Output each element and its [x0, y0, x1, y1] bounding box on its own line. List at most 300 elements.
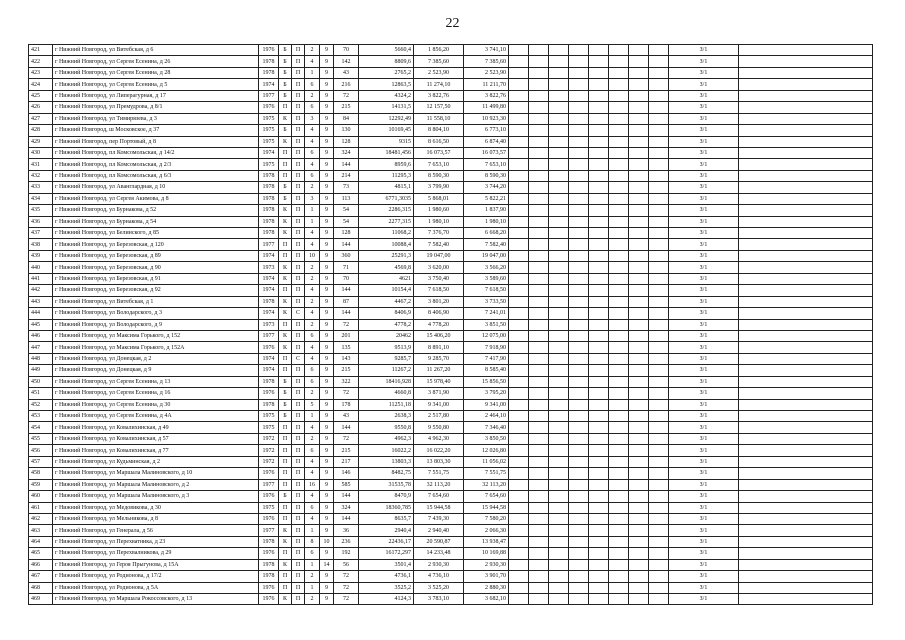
- private-area-cell: 32 113,20: [464, 479, 509, 490]
- empty-cell: [529, 468, 549, 479]
- empty-cell: [509, 102, 529, 113]
- empty-cell: [549, 365, 569, 376]
- empty-cell: [609, 193, 629, 204]
- floors-cell: 9: [320, 45, 334, 56]
- empty-cell: [629, 548, 649, 559]
- empty-cell: [569, 376, 589, 387]
- apartments-cell: 144: [334, 285, 359, 296]
- empty-cell: [509, 399, 529, 410]
- private-area-cell: 11 056,02: [464, 456, 509, 467]
- private-area-cell: 12 026,80: [464, 445, 509, 456]
- empty-cell: [569, 90, 589, 101]
- residential-area-cell: 9 285,70: [414, 353, 464, 364]
- table-row: [29, 342, 873, 353]
- empty-cell: [569, 67, 589, 78]
- empty-cell: [649, 125, 669, 136]
- entrances-cell: 1: [305, 559, 320, 570]
- empty-cell: [649, 273, 669, 284]
- empty-cell: [609, 548, 629, 559]
- private-area-cell: 7 618,50: [464, 285, 509, 296]
- empty-cell: [549, 193, 569, 204]
- row-number: 469: [29, 594, 53, 605]
- empty-cell: [739, 468, 873, 479]
- empty-cell: [529, 56, 549, 67]
- row-number: 423: [29, 67, 53, 78]
- empty-cell: [589, 285, 609, 296]
- wall-material-cell: К: [279, 296, 292, 307]
- empty-cell: [589, 136, 609, 147]
- status-cell: З/1: [669, 479, 739, 490]
- empty-cell: [509, 170, 529, 181]
- empty-cell: [649, 205, 669, 216]
- entrances-cell: 1: [305, 411, 320, 422]
- total-area-cell: 12292,49: [359, 113, 414, 124]
- empty-cell: [549, 205, 569, 216]
- empty-cell: [629, 170, 649, 181]
- empty-cell: [629, 330, 649, 341]
- empty-cell: [549, 456, 569, 467]
- type-cell: П: [292, 559, 305, 570]
- wall-material-cell: К: [279, 559, 292, 570]
- table-row: [29, 468, 873, 479]
- empty-cell: [609, 216, 629, 227]
- apartments-cell: 72: [334, 571, 359, 582]
- empty-cell: [739, 525, 873, 536]
- empty-cell: [549, 216, 569, 227]
- year-cell: 1977: [259, 479, 279, 490]
- empty-cell: [649, 90, 669, 101]
- empty-cell: [609, 113, 629, 124]
- row-number: 432: [29, 170, 53, 181]
- table-row: [29, 296, 873, 307]
- table-row: [29, 90, 873, 101]
- empty-cell: [569, 422, 589, 433]
- empty-cell: [649, 582, 669, 593]
- address-cell: г Нижний Новгород, ул Кудьминская, д 2: [53, 456, 259, 467]
- empty-cell: [609, 330, 629, 341]
- status-cell: З/1: [669, 296, 739, 307]
- year-cell: 1978: [259, 376, 279, 387]
- wall-material-cell: К: [279, 262, 292, 273]
- empty-cell: [509, 433, 529, 444]
- row-number: 435: [29, 205, 53, 216]
- private-area-cell: 10 169,88: [464, 548, 509, 559]
- apartments-cell: 324: [334, 502, 359, 513]
- wall-material-cell: К: [279, 228, 292, 239]
- table-row: [29, 571, 873, 582]
- empty-cell: [649, 285, 669, 296]
- empty-cell: [629, 342, 649, 353]
- total-area-cell: 11251,18: [359, 399, 414, 410]
- empty-cell: [649, 319, 669, 330]
- entrances-cell: 4: [305, 308, 320, 319]
- row-number: 439: [29, 250, 53, 261]
- row-number: 421: [29, 45, 53, 56]
- table-row: [29, 67, 873, 78]
- empty-cell: [589, 445, 609, 456]
- row-number: 451: [29, 388, 53, 399]
- empty-cell: [569, 147, 589, 158]
- empty-cell: [629, 433, 649, 444]
- wall-material-cell: К: [279, 536, 292, 547]
- empty-cell: [589, 147, 609, 158]
- empty-cell: [649, 491, 669, 502]
- empty-cell: [549, 330, 569, 341]
- empty-cell: [509, 136, 529, 147]
- empty-cell: [629, 353, 649, 364]
- year-cell: 1978: [259, 559, 279, 570]
- table-row: [29, 250, 873, 261]
- type-cell: П: [292, 296, 305, 307]
- type-cell: П: [292, 45, 305, 56]
- residential-area-cell: 15 978,40: [414, 376, 464, 387]
- wall-material-cell: К: [279, 342, 292, 353]
- row-number: 455: [29, 433, 53, 444]
- empty-cell: [529, 239, 549, 250]
- address-cell: г Нижний Новгород, ул Тимирязева, д 3: [53, 113, 259, 124]
- total-area-cell: 8959,6: [359, 159, 414, 170]
- residential-area-cell: 3 783,10: [414, 594, 464, 605]
- table-row: [29, 445, 873, 456]
- row-number: 467: [29, 571, 53, 582]
- empty-cell: [629, 113, 649, 124]
- empty-cell: [649, 228, 669, 239]
- residential-area-cell: 7 551,75: [414, 468, 464, 479]
- private-area-cell: 10 923,30: [464, 113, 509, 124]
- empty-cell: [569, 296, 589, 307]
- empty-cell: [549, 388, 569, 399]
- address-cell: г Нижний Новгород, ул Максима Горького, д 152: [53, 330, 259, 341]
- floors-cell: 9: [320, 102, 334, 113]
- year-cell: 1974: [259, 147, 279, 158]
- private-area-cell: 3 850,50: [464, 433, 509, 444]
- year-cell: 1975: [259, 422, 279, 433]
- empty-cell: [609, 422, 629, 433]
- residential-area-cell: 3 801,20: [414, 296, 464, 307]
- floors-cell: 9: [320, 228, 334, 239]
- empty-cell: [629, 216, 649, 227]
- entrances-cell: 4: [305, 159, 320, 170]
- empty-cell: [649, 193, 669, 204]
- total-area-cell: 16172,297: [359, 548, 414, 559]
- residential-area-cell: 1 980,60: [414, 205, 464, 216]
- wall-material-cell: Б: [279, 193, 292, 204]
- status-cell: З/1: [669, 422, 739, 433]
- wall-material-cell: П: [279, 239, 292, 250]
- empty-cell: [629, 90, 649, 101]
- wall-material-cell: П: [279, 102, 292, 113]
- status-cell: З/1: [669, 262, 739, 273]
- row-number: 464: [29, 536, 53, 547]
- type-cell: П: [292, 525, 305, 536]
- status-cell: З/1: [669, 536, 739, 547]
- type-cell: П: [292, 250, 305, 261]
- empty-cell: [609, 353, 629, 364]
- residential-area-cell: 11 274,10: [414, 79, 464, 90]
- empty-cell: [589, 491, 609, 502]
- type-cell: П: [292, 468, 305, 479]
- empty-cell: [549, 56, 569, 67]
- empty-cell: [529, 182, 549, 193]
- empty-cell: [649, 525, 669, 536]
- empty-cell: [569, 170, 589, 181]
- empty-cell: [649, 170, 669, 181]
- address-cell: г Нижний Новгород, ул Сергея Есенина, д 28: [53, 67, 259, 78]
- empty-cell: [549, 250, 569, 261]
- row-number: 458: [29, 468, 53, 479]
- total-area-cell: 4778,2: [359, 319, 414, 330]
- address-cell: г Нижний Новгород, ул Березовская, д 92: [53, 285, 259, 296]
- private-area-cell: 7 918,90: [464, 342, 509, 353]
- empty-cell: [739, 159, 873, 170]
- empty-cell: [739, 193, 873, 204]
- year-cell: 1976: [259, 388, 279, 399]
- empty-cell: [549, 376, 569, 387]
- empty-cell: [549, 45, 569, 56]
- status-cell: З/1: [669, 228, 739, 239]
- empty-cell: [739, 548, 873, 559]
- empty-cell: [649, 250, 669, 261]
- year-cell: 1975: [259, 125, 279, 136]
- empty-cell: [509, 376, 529, 387]
- floors-cell: 9: [320, 571, 334, 582]
- private-area-cell: 13 938,47: [464, 536, 509, 547]
- empty-cell: [629, 285, 649, 296]
- address-cell: г Нижний Новгород, ул Володарского, д 3: [53, 308, 259, 319]
- table-row: [29, 365, 873, 376]
- empty-cell: [589, 170, 609, 181]
- empty-cell: [739, 125, 873, 136]
- apartments-cell: 360: [334, 250, 359, 261]
- empty-cell: [739, 79, 873, 90]
- empty-cell: [739, 273, 873, 284]
- floors-cell: 9: [320, 147, 334, 158]
- empty-cell: [509, 308, 529, 319]
- address-cell: г Нижний Новгород, ул Перехвалникова, д 29: [53, 548, 259, 559]
- table-row: [29, 136, 873, 147]
- private-area-cell: 2 066,30: [464, 525, 509, 536]
- entrances-cell: 4: [305, 422, 320, 433]
- apartments-cell: 87: [334, 296, 359, 307]
- total-area-cell: 2277,315: [359, 216, 414, 227]
- empty-cell: [739, 136, 873, 147]
- empty-cell: [649, 56, 669, 67]
- residential-area-cell: 7 376,70: [414, 228, 464, 239]
- empty-cell: [509, 582, 529, 593]
- total-area-cell: 13803,3: [359, 456, 414, 467]
- wall-material-cell: П: [279, 445, 292, 456]
- empty-cell: [549, 239, 569, 250]
- wall-material-cell: Б: [279, 411, 292, 422]
- floors-cell: 10: [320, 536, 334, 547]
- empty-cell: [739, 56, 873, 67]
- empty-cell: [609, 308, 629, 319]
- year-cell: 1978: [259, 193, 279, 204]
- floors-cell: 9: [320, 170, 334, 181]
- empty-cell: [649, 296, 669, 307]
- empty-cell: [649, 433, 669, 444]
- empty-cell: [739, 285, 873, 296]
- empty-cell: [589, 102, 609, 113]
- empty-cell: [589, 468, 609, 479]
- empty-cell: [589, 559, 609, 570]
- wall-material-cell: Б: [279, 90, 292, 101]
- table-row: [29, 399, 873, 410]
- empty-cell: [529, 285, 549, 296]
- table-row: [29, 456, 873, 467]
- private-area-cell: 7 346,40: [464, 422, 509, 433]
- private-area-cell: 6 668,20: [464, 228, 509, 239]
- private-area-cell: 7 654,60: [464, 491, 509, 502]
- total-area-cell: 16022,2: [359, 445, 414, 456]
- private-area-cell: 7 580,20: [464, 513, 509, 524]
- entrances-cell: 6: [305, 147, 320, 158]
- empty-cell: [609, 102, 629, 113]
- year-cell: 1974: [259, 353, 279, 364]
- empty-cell: [509, 536, 529, 547]
- apartments-cell: 322: [334, 376, 359, 387]
- floors-cell: 9: [320, 445, 334, 456]
- total-area-cell: 14131,5: [359, 102, 414, 113]
- empty-cell: [609, 376, 629, 387]
- apartments-cell: 128: [334, 136, 359, 147]
- status-cell: З/1: [669, 525, 739, 536]
- type-cell: П: [292, 456, 305, 467]
- status-cell: З/1: [669, 319, 739, 330]
- empty-cell: [739, 216, 873, 227]
- status-cell: З/1: [669, 205, 739, 216]
- apartments-cell: 144: [334, 422, 359, 433]
- apartments-cell: 72: [334, 582, 359, 593]
- empty-cell: [569, 571, 589, 582]
- residential-area-cell: 4 736,10: [414, 571, 464, 582]
- private-area-cell: 3 741,10: [464, 45, 509, 56]
- empty-cell: [509, 502, 529, 513]
- floors-cell: 9: [320, 193, 334, 204]
- entrances-cell: 5: [305, 399, 320, 410]
- type-cell: П: [292, 536, 305, 547]
- empty-cell: [529, 79, 549, 90]
- year-cell: 1975: [259, 411, 279, 422]
- address-cell: г Нижний Новгород, пл Комсомольская, д 2/3: [53, 159, 259, 170]
- status-cell: З/1: [669, 456, 739, 467]
- type-cell: П: [292, 239, 305, 250]
- empty-cell: [569, 308, 589, 319]
- row-number: 434: [29, 193, 53, 204]
- row-number: 443: [29, 296, 53, 307]
- table-row: [29, 216, 873, 227]
- empty-cell: [609, 445, 629, 456]
- empty-cell: [649, 399, 669, 410]
- table-row: [29, 273, 873, 284]
- empty-cell: [739, 102, 873, 113]
- empty-cell: [529, 479, 549, 490]
- wall-material-cell: Б: [279, 79, 292, 90]
- empty-cell: [529, 388, 549, 399]
- entrances-cell: 6: [305, 445, 320, 456]
- empty-cell: [629, 445, 649, 456]
- type-cell: П: [292, 273, 305, 284]
- empty-cell: [629, 365, 649, 376]
- table-row: [29, 582, 873, 593]
- wall-material-cell: К: [279, 273, 292, 284]
- apartments-cell: 72: [334, 433, 359, 444]
- empty-cell: [549, 445, 569, 456]
- empty-cell: [609, 136, 629, 147]
- residential-area-cell: 4 962,30: [414, 433, 464, 444]
- empty-cell: [529, 273, 549, 284]
- empty-cell: [649, 559, 669, 570]
- empty-cell: [739, 170, 873, 181]
- status-cell: З/1: [669, 513, 739, 524]
- year-cell: 1978: [259, 170, 279, 181]
- empty-cell: [609, 159, 629, 170]
- empty-cell: [739, 456, 873, 467]
- type-cell: П: [292, 147, 305, 158]
- empty-cell: [549, 468, 569, 479]
- status-cell: З/1: [669, 353, 739, 364]
- private-area-cell: 2 523,90: [464, 67, 509, 78]
- status-cell: З/1: [669, 502, 739, 513]
- type-cell: П: [292, 125, 305, 136]
- address-cell: г Нижний Новгород, ул Ковалихинская, д 57: [53, 433, 259, 444]
- apartments-cell: 144: [334, 491, 359, 502]
- empty-cell: [529, 353, 549, 364]
- residential-area-cell: 2 940,40: [414, 525, 464, 536]
- apartments-cell: 144: [334, 308, 359, 319]
- empty-cell: [549, 273, 569, 284]
- residential-area-cell: 8 616,50: [414, 136, 464, 147]
- empty-cell: [649, 113, 669, 124]
- empty-cell: [589, 159, 609, 170]
- type-cell: П: [292, 193, 305, 204]
- total-area-cell: 8635,7: [359, 513, 414, 524]
- address-cell: г Нижний Новгород, ул Родионова, д 5А: [53, 582, 259, 593]
- residential-area-cell: 3 525,20: [414, 582, 464, 593]
- entrances-cell: 2: [305, 182, 320, 193]
- apartments-cell: 54: [334, 205, 359, 216]
- empty-cell: [589, 193, 609, 204]
- empty-cell: [529, 147, 549, 158]
- row-number: 440: [29, 262, 53, 273]
- entrances-cell: 1: [305, 216, 320, 227]
- wall-material-cell: Б: [279, 388, 292, 399]
- table-row: [29, 513, 873, 524]
- entrances-cell: 6: [305, 330, 320, 341]
- row-number: 442: [29, 285, 53, 296]
- empty-cell: [509, 594, 529, 605]
- empty-cell: [549, 285, 569, 296]
- status-cell: З/1: [669, 102, 739, 113]
- empty-cell: [529, 594, 549, 605]
- empty-cell: [629, 147, 649, 158]
- empty-cell: [629, 319, 649, 330]
- floors-cell: 9: [320, 67, 334, 78]
- empty-cell: [509, 456, 529, 467]
- empty-cell: [549, 170, 569, 181]
- empty-cell: [609, 90, 629, 101]
- type-cell: П: [292, 319, 305, 330]
- empty-cell: [649, 594, 669, 605]
- private-area-cell: 6 773,10: [464, 125, 509, 136]
- empty-cell: [509, 125, 529, 136]
- empty-cell: [629, 479, 649, 490]
- address-cell: г Нижний Новгород, ул Мельникова, д 8: [53, 513, 259, 524]
- total-area-cell: 4467,2: [359, 296, 414, 307]
- empty-cell: [549, 594, 569, 605]
- row-number: 465: [29, 548, 53, 559]
- row-number: 436: [29, 216, 53, 227]
